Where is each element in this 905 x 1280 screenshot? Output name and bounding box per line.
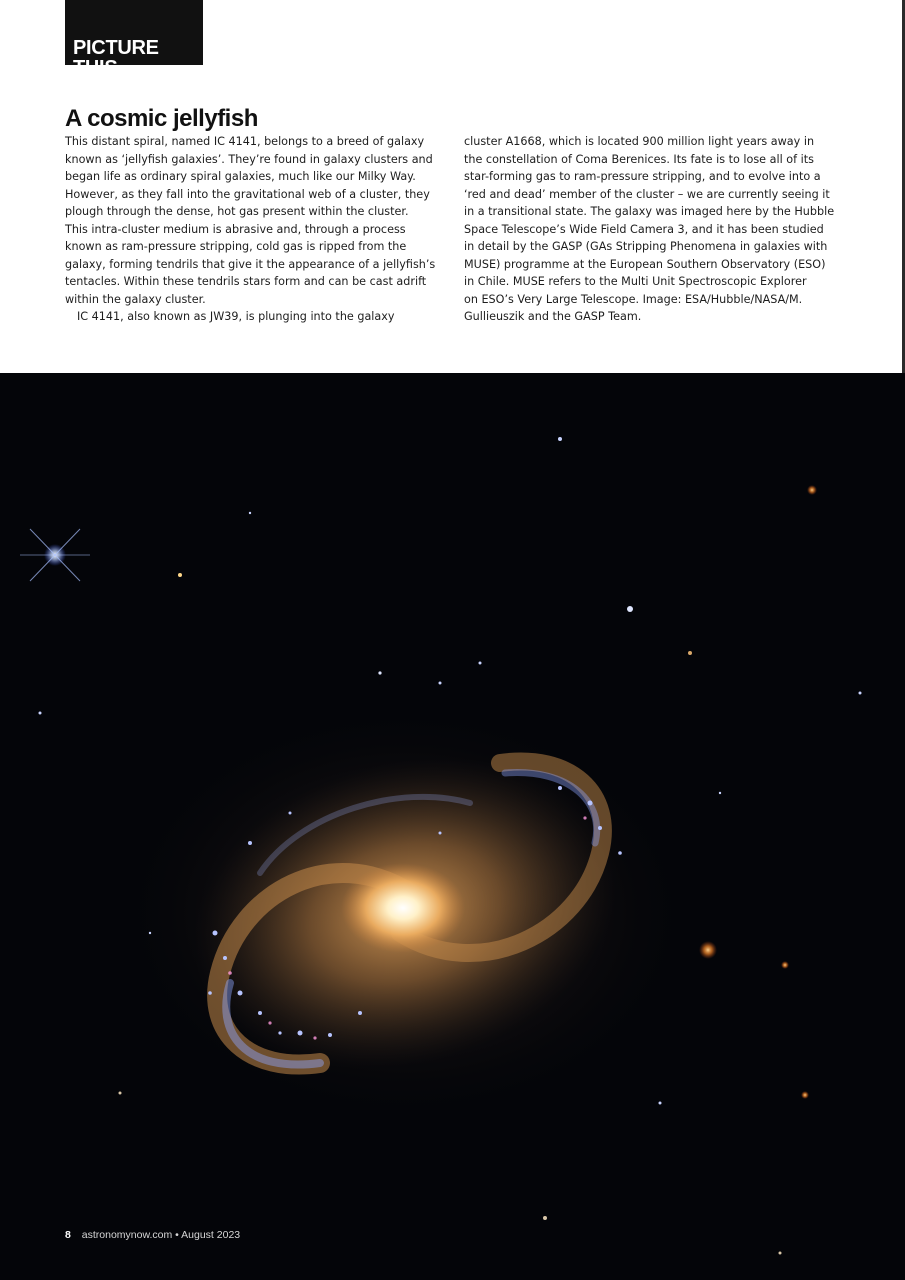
small-star: [688, 651, 692, 655]
body-line: ‘red and dead’ member of the cluster – we are currently seeing it: [464, 187, 830, 201]
small-star: [249, 512, 251, 514]
small-star: [659, 1102, 662, 1105]
galaxy-core: [341, 863, 465, 953]
body-line: galaxy, forming tendrils that give it the appearance of a jellyfish’s: [65, 257, 436, 271]
body-line: on ESO’s Very Large Telescope. Image: ESA/Hubble/NASA/M.: [464, 292, 803, 306]
orange-star: [801, 1091, 809, 1099]
small-star: [39, 712, 42, 715]
orange-star: [807, 485, 817, 495]
small-star: [178, 573, 182, 577]
small-star: [859, 692, 862, 695]
body-line: known as ‘jellyfish galaxies’. They’re found in galaxy clusters and: [65, 152, 433, 166]
galaxy-image: [0, 373, 905, 1280]
small-star: [627, 606, 633, 612]
galaxy: [115, 703, 695, 1123]
orange-star: [699, 941, 717, 959]
body-line: Gullieuszik and the GASP Team.: [464, 310, 642, 323]
body-line: This distant spiral, named IC 4141, belongs to a breed of galaxy: [65, 135, 425, 148]
body-line: tentacles. Within these tendrils stars form and can be cast adrift: [65, 275, 427, 288]
small-star: [439, 682, 442, 685]
article-headline: A cosmic jellyfish: [65, 105, 258, 132]
small-star: [119, 1092, 122, 1095]
small-star: [779, 1252, 782, 1255]
small-star: [149, 932, 151, 934]
small-star: [378, 671, 381, 674]
body-line: star-forming gas to ram-pressure stripping, and to evolve into a: [464, 170, 821, 183]
small-star: [543, 1216, 547, 1220]
body-line: cluster A1668, which is located 900 million light years away in: [464, 135, 815, 148]
page-footer: [65, 1229, 240, 1241]
body-line: IC 4141, also known as JW39, is plunging into the galaxy: [77, 310, 395, 323]
body-line: plough through the dense, hot gas present within the cluster.: [65, 205, 409, 218]
body-line: within the galaxy cluster.: [65, 292, 206, 306]
body-line: Space Telescope’s Wide Field Camera 3, and it has been studied: [464, 222, 824, 236]
orange-star: [781, 961, 789, 969]
footer-credit: astronomynow.com • August 2023: [81, 1229, 241, 1241]
body-column-left: [65, 133, 435, 326]
body-line: However, as they fall into the gravitational web of a cluster, they: [65, 187, 430, 201]
body-line: MUSE) programme at the European Southern Observatory (ESO): [464, 257, 826, 271]
body-column-right: [464, 133, 834, 326]
body-line: in detail by the GASP (GAs Stripping Phenomena in galaxies with: [464, 240, 828, 253]
small-star: [558, 437, 562, 441]
body-line: This intra-cluster medium is abrasive and, through a process: [65, 222, 406, 236]
galaxy-photo: [0, 373, 905, 1280]
body-line: in a transitional state. The galaxy was imaged here by the Hubble: [464, 205, 835, 218]
small-star: [479, 662, 482, 665]
body-line: in Chile. MUSE refers to the Multi Unit Spectroscopic Explorer: [464, 275, 807, 288]
small-star: [719, 792, 721, 794]
body-line: began life as ordinary spiral galaxies, much like our Milky Way.: [65, 170, 416, 183]
body-line: the constellation of Coma Berenices. Its fate is to lose all of its: [464, 152, 814, 166]
section-tab: PICTURE THIS: [65, 0, 203, 65]
page-number: 8: [65, 1229, 71, 1241]
body-line: known as ram-pressure stripping, cold gas is ripped from the: [65, 240, 407, 253]
